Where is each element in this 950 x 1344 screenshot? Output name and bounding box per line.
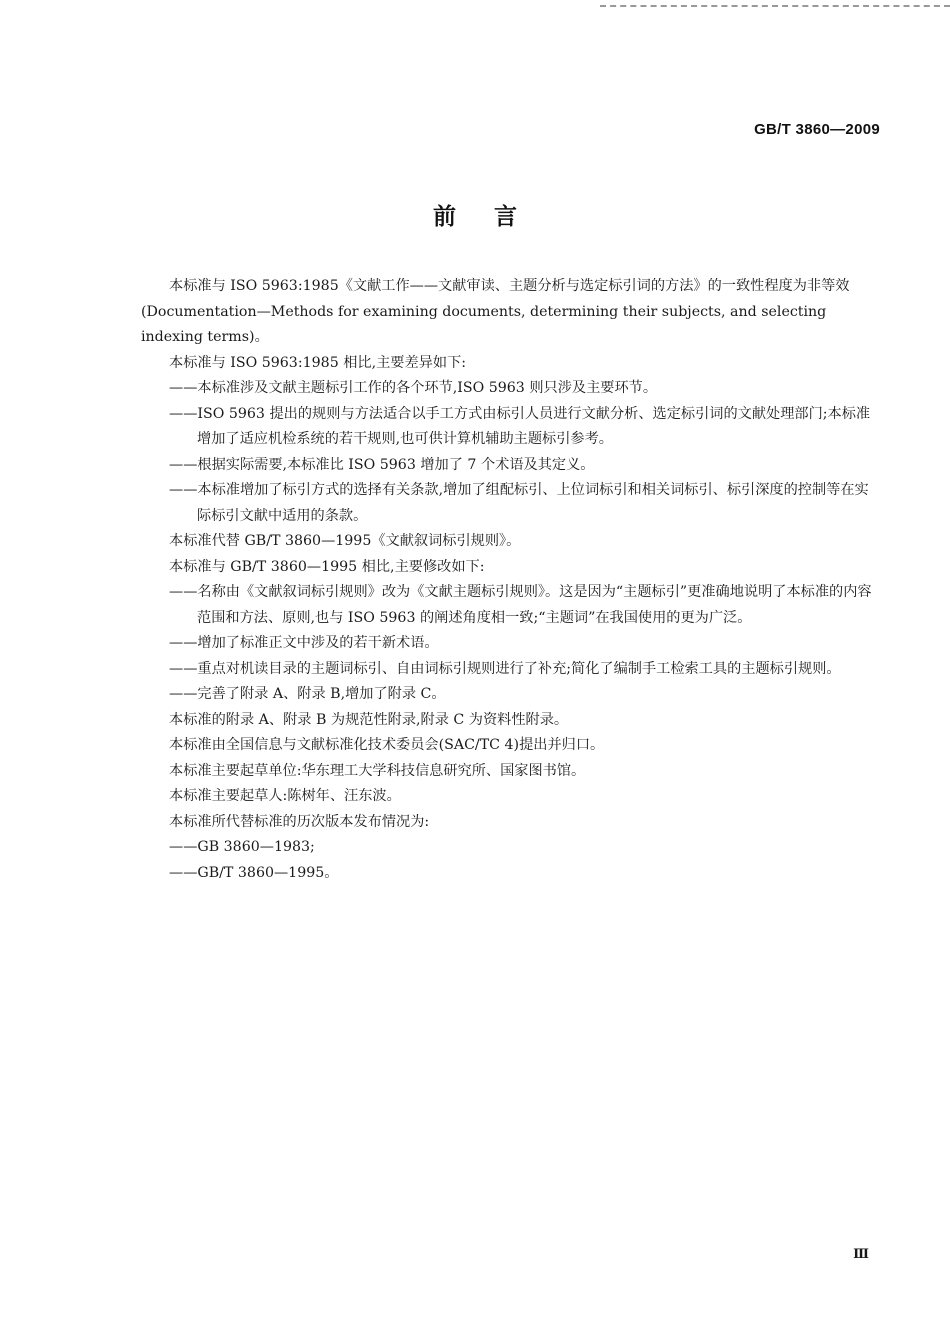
difference-item: ——本标准增加了标引方式的选择有关条款,增加了组配标引、上位词标引和相关词标引、标引深度的控制等在实际标引文献中适用的条款。 [169, 482, 869, 524]
difference-item: ——本标准涉及文献主题标引工作的各个环节,ISO 5963 则只涉及主要环节。 [169, 380, 658, 396]
paragraph-differences-intro: 本标准与 ISO 5963:1985 相比,主要差异如下: [169, 354, 467, 371]
paragraph-proposer: 本标准由全国信息与文献标准化技术委员会(SAC/TC 4)提出并归口。 [169, 737, 605, 753]
change-item: ——重点对机读目录的主题词标引、自由词标引规则进行了补充;简化了编制手工检索工具的主题标引规则。 [169, 660, 841, 677]
paragraph-consistency: 本标准与 ISO 5963:1985《文献工作——文献审读、主题分析与选定标引词的方法》的一致性程度为非等效(Documentation—Methods for examining documents, determining their subjects, and selecting indexing terms)。 [141, 278, 850, 345]
difference-item: ——根据实际需要,本标准比 ISO 5963 增加了 7 个术语及其定义。 [169, 456, 595, 473]
change-item: ——完善了附录 A、附录 B,增加了附录 C。 [169, 686, 446, 702]
paragraph-changes-intro: 本标准与 GB/T 3860—1995 相比,主要修改如下: [169, 558, 485, 575]
paragraph-annexes: 本标准的附录 A、附录 B 为规范性附录,附录 C 为资料性附录。 [169, 711, 569, 728]
difference-item: ——ISO 5963 提出的规则与方法适合以手工方式由标引人员进行文献分析、选定标引词的文献处理部门;本标准增加了适应机检系统的若干规则,也可供计算机辅助主题标引参考。 [169, 405, 871, 447]
scan-edge-line [600, 5, 950, 7]
history-item: ——GB 3860—1983; [169, 839, 315, 855]
change-item: ——名称由《文献叙词标引规则》改为《文献主题标引规则》。这是因为“主题标引”更准确地说明了本标准的内容范围和方法、原则,也与 ISO 5963 的阐述角度相一致;“主题词”在我国使用的更为广泛。 [169, 584, 872, 626]
standard-number: GB/T 3860—2009 [754, 121, 880, 138]
page-title: 前言 [433, 204, 555, 230]
paragraph-drafters: 本标准主要起草人:陈树年、汪东波。 [169, 788, 401, 804]
history-item: ——GB/T 3860—1995。 [169, 864, 339, 881]
page-number: Ⅲ [853, 1247, 868, 1262]
paragraph-history-intro: 本标准所代替标准的历次版本发布情况为: [169, 813, 430, 830]
paragraph-replaces: 本标准代替 GB/T 3860—1995《文献叙词标引规则》。 [169, 533, 521, 549]
foreword-body [141, 274, 879, 886]
paragraph-drafting-units: 本标准主要起草单位:华东理工大学科技信息研究所、国家图书馆。 [169, 762, 586, 779]
change-item: ——增加了标准正文中涉及的若干新术语。 [169, 635, 439, 651]
